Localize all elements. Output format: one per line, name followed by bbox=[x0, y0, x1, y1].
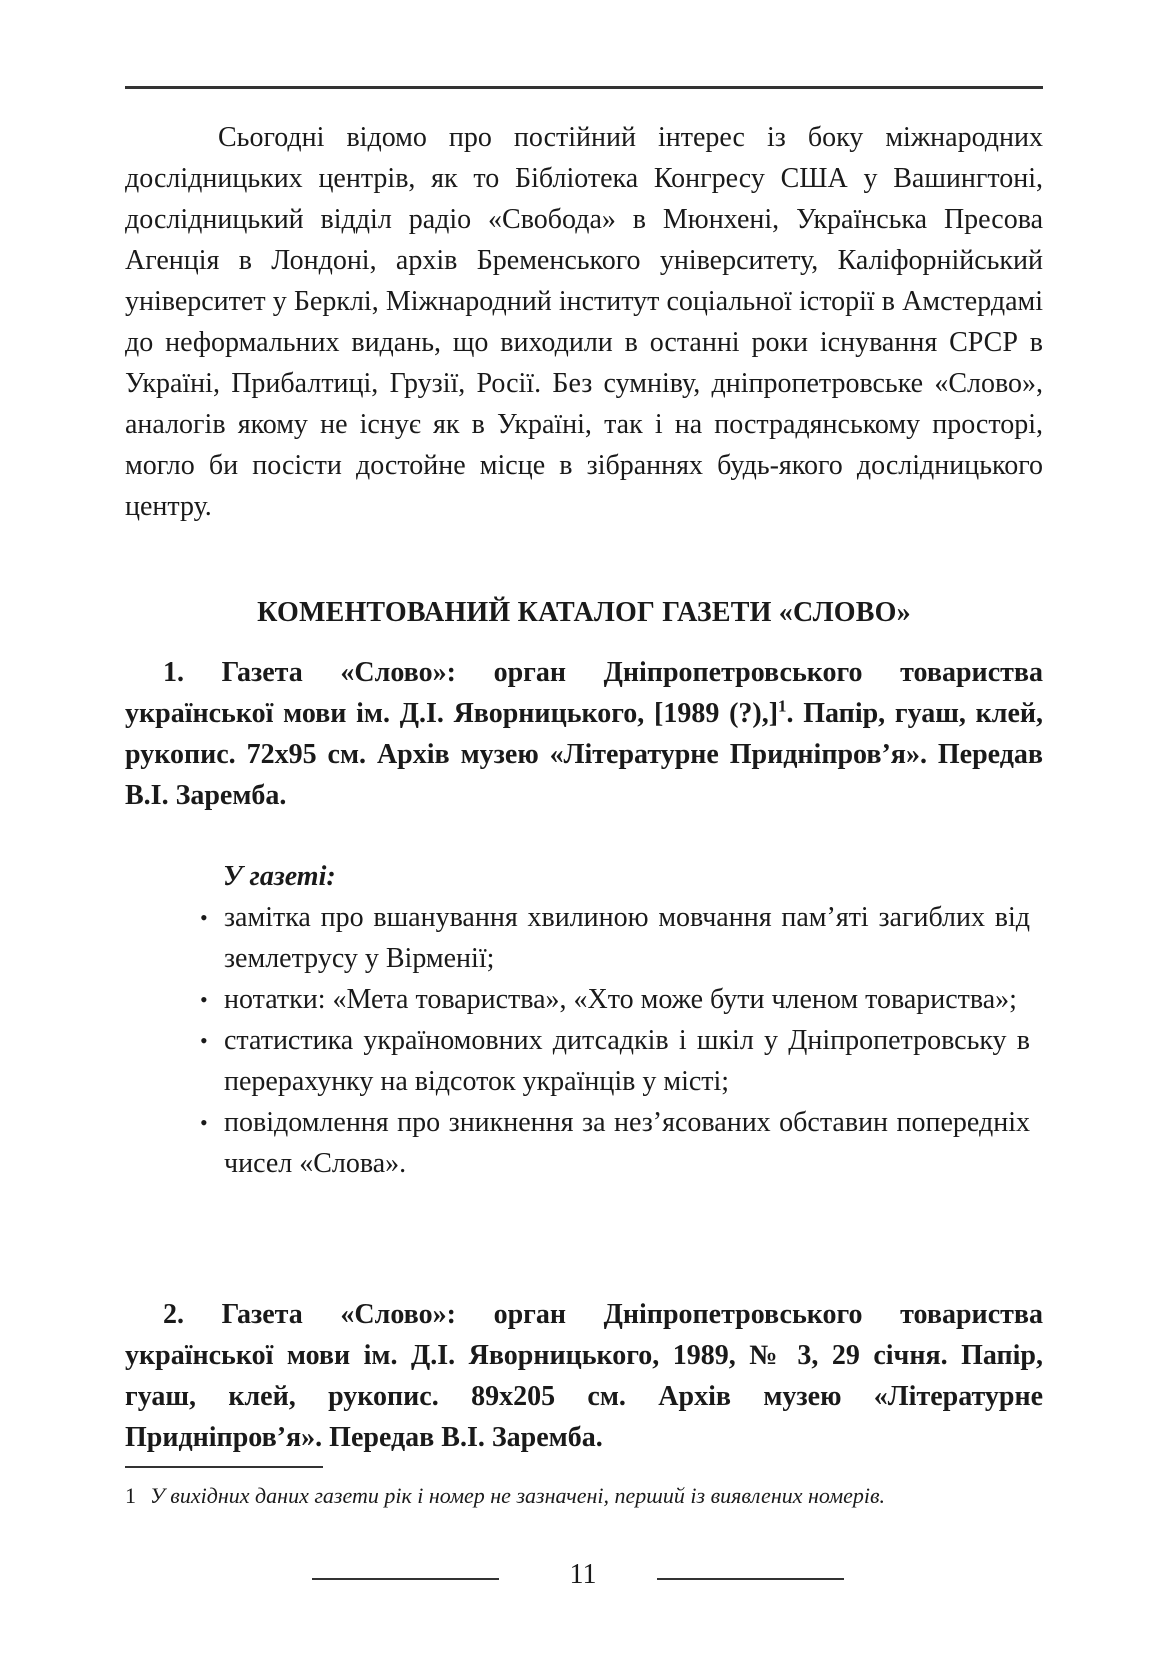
list-item bbox=[200, 1102, 1030, 1184]
catalog-entry-2 bbox=[125, 1294, 1043, 1458]
page-number-rule-left bbox=[312, 1578, 499, 1580]
footnote-number: 1 bbox=[125, 1483, 136, 1508]
list-item-text: замітка про вшанування хвилиною мовчання пам’яті загиблих від землетрусу у Вірменії; bbox=[224, 902, 1030, 974]
catalog-heading: КОМЕНТОВАНИЙ КАТАЛОГ ГАЗЕТИ «СЛОВО» bbox=[257, 597, 911, 628]
contents-list bbox=[200, 897, 1030, 1184]
bullet-icon: • bbox=[200, 1028, 208, 1053]
list-item-text: повідомлення про зникнення за нез’ясованих обставин попередніх чисел «Слова». bbox=[224, 1107, 1030, 1179]
list-item bbox=[200, 897, 1030, 979]
bullet-icon: • bbox=[200, 905, 208, 930]
page-number-rule-right bbox=[657, 1578, 844, 1580]
list-item-text: нотатки: «Мета товариства», «Хто може бути членом товариства»; bbox=[224, 984, 1017, 1015]
bullet-icon: • bbox=[200, 1110, 208, 1135]
catalog-entry-2-text: 2. Газета «Слово»: орган Дніпропетровського товариства української мови ім. Д.І. Яворницького, 1989, № 3, 29 січня. Папір, гуаш, клей, рукопис. 89х205 см. Архів музею «Літературне Придніпров’я». Передав В.І. Заремба. bbox=[125, 1299, 1043, 1453]
footnote-rule bbox=[125, 1466, 323, 1468]
in-paper-label: У газеті: bbox=[223, 861, 336, 892]
bullet-icon: • bbox=[200, 987, 208, 1012]
footnote-text: У вихідних даних газети рік і номер не зазначені, перший із виявлених номерів. bbox=[150, 1483, 886, 1508]
list-item bbox=[200, 979, 1030, 1020]
footnote-ref[interactable]: 1 bbox=[778, 696, 787, 716]
header-rule bbox=[125, 86, 1043, 89]
intro-paragraph: Сьогодні відомо про постійний інтерес із боку міжнародних дослідницьких центрів, як то Бібліотека Конгресу США у Вашингтоні, дослідницький відділ радіо «Свобода» в Мюнхені, Українська Пресова Агенція в Лондоні, архів Бременського університету, Каліфорнійський університет у Берклі, Міжнародний інститут соціальної історії в Амстердамі до неформальних видань, що виходили в останні роки існування СРСР в Україні, Прибалтиці, Грузії, Росії. Без сумніву, дніпропетровське «Слово», аналогів якому не існує як в Україні, так і на пострадянському просторі, могло би посісти достойне місце в зібраннях будь-якого дослідницького центру. bbox=[125, 122, 1043, 522]
entry-1-text-before: 1. Газета «Слово»: орган Дніпропетровського товариства української мови ім. Д.І. Яворницького, [1989 (?),] bbox=[125, 657, 1043, 729]
list-item-text: статистика україномовних дитсадків і шкіл у Дніпропетровську в перерахунку на відсоток українців у місті; bbox=[224, 1025, 1030, 1097]
intro-section bbox=[125, 117, 1043, 527]
entry-1-text-after: . Папір, гуаш, клей, рукопис. 72х95 см. Архів музею «Літературне Придніпров’я». Передав В.І. Заремба. bbox=[125, 698, 1044, 811]
catalog-entry-1 bbox=[125, 652, 1043, 816]
footnote bbox=[125, 1480, 1043, 1512]
page-number: 11 bbox=[569, 1559, 597, 1590]
list-item bbox=[200, 1020, 1030, 1102]
catalog-entry-1-text bbox=[125, 652, 1043, 816]
